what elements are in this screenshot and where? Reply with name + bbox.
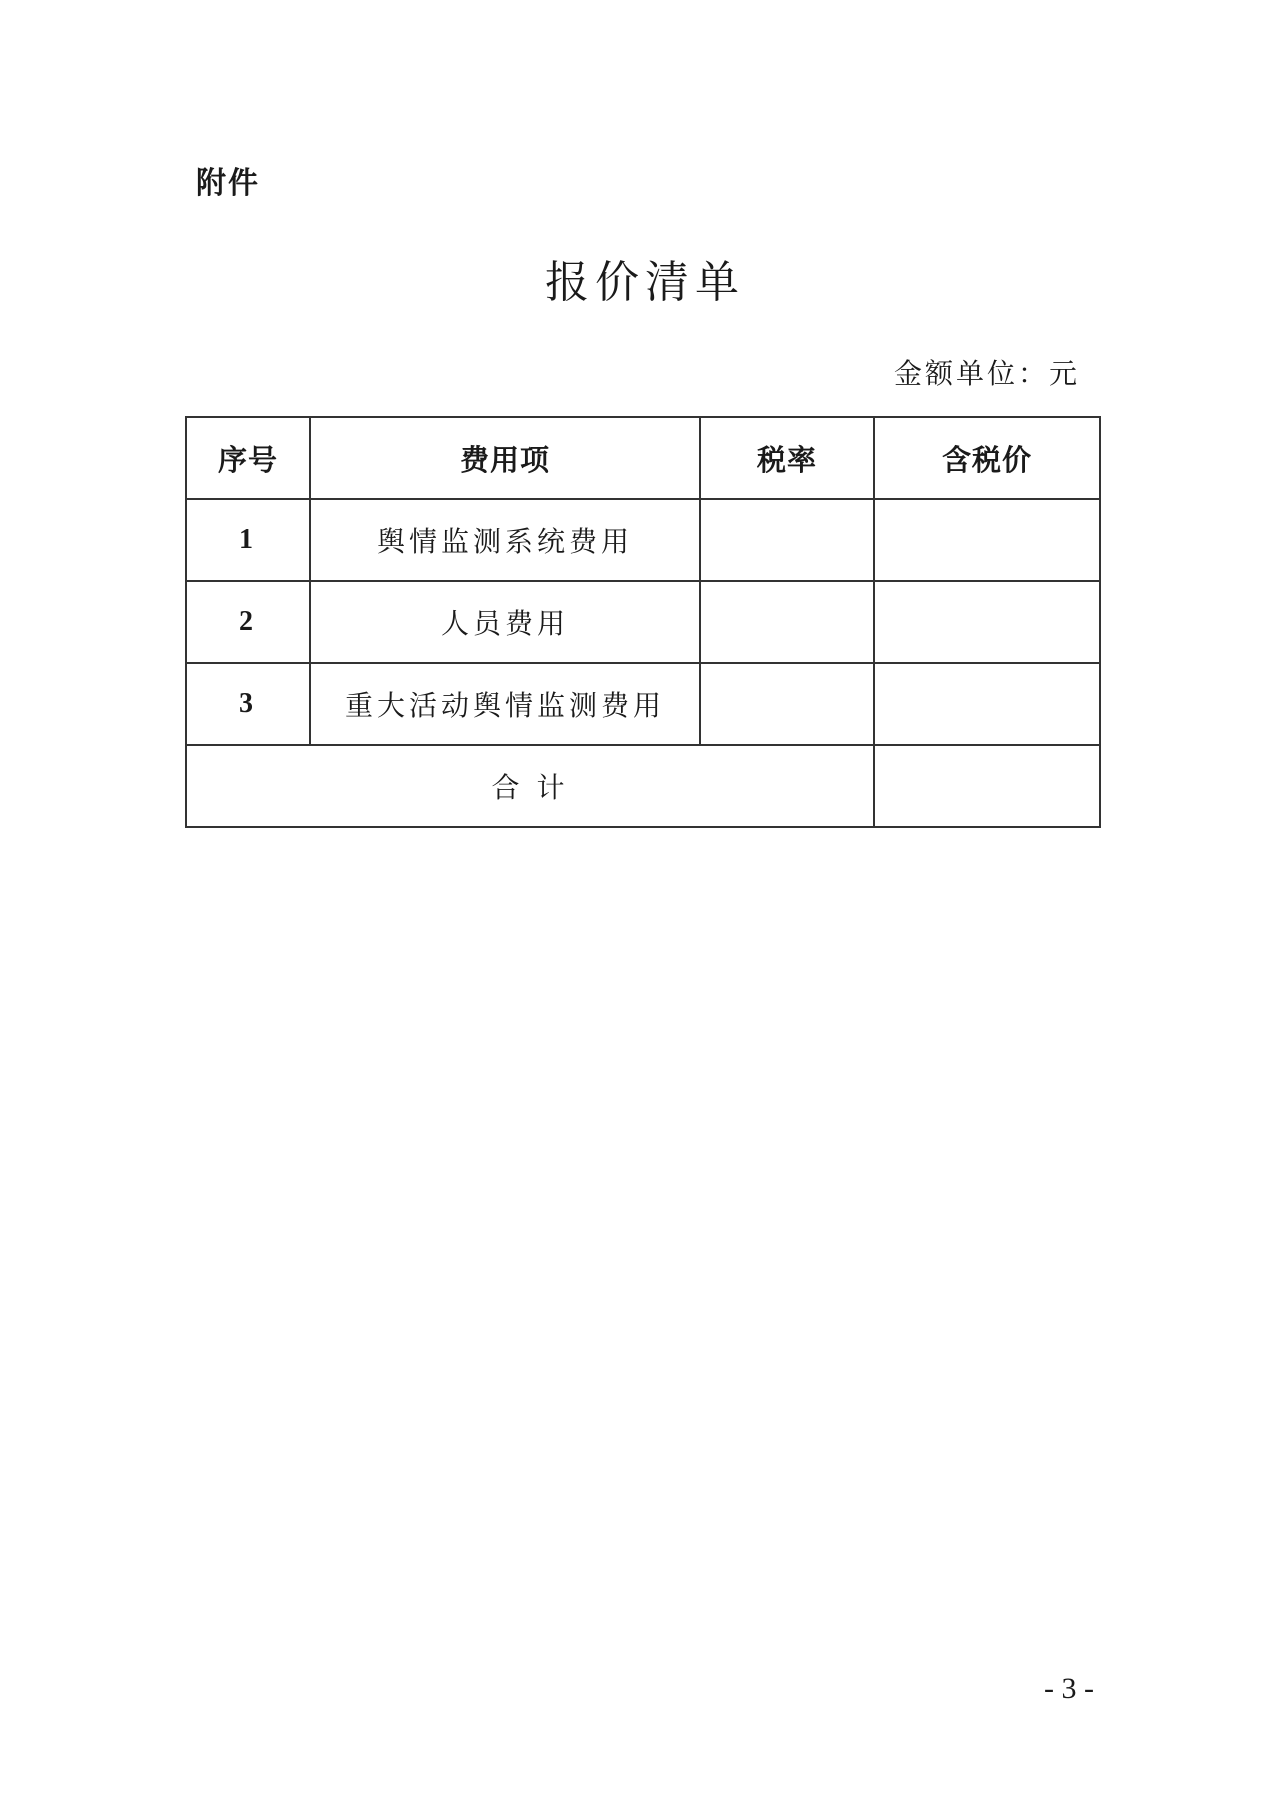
- row-serial-no: 1: [186, 499, 310, 581]
- table-total-row: [186, 745, 1100, 827]
- table-row: [186, 499, 1100, 581]
- header-serial-no: 序号: [186, 417, 310, 499]
- row-cost-item: 人员费用: [310, 581, 700, 663]
- total-label: 合 计: [186, 745, 874, 827]
- table-row: [186, 663, 1100, 745]
- table-header-row: [186, 417, 1100, 499]
- amount-unit-note: 金额单位：元: [893, 357, 1080, 390]
- document-title: 报价清单: [545, 257, 745, 308]
- total-value: [874, 745, 1100, 827]
- header-tax-rate: 税率: [700, 417, 874, 499]
- header-tax-inclusive-price: 含税价: [874, 417, 1100, 499]
- row-tax-rate: [700, 663, 874, 745]
- header-cost-item: 费用项: [310, 417, 700, 499]
- row-tax-inclusive-price: [874, 499, 1100, 581]
- row-tax-inclusive-price: [874, 663, 1100, 745]
- row-serial-no: 3: [186, 663, 310, 745]
- row-cost-item: 重大活动舆情监测费用: [310, 663, 700, 745]
- row-serial-no: 2: [186, 581, 310, 663]
- row-tax-inclusive-price: [874, 581, 1100, 663]
- page-number: - 3 -: [1044, 1672, 1094, 1705]
- quotation-table: [185, 416, 1101, 828]
- attachment-label: 附件: [196, 166, 260, 201]
- row-cost-item: 舆情监测系统费用: [310, 499, 700, 581]
- row-tax-rate: [700, 581, 874, 663]
- row-tax-rate: [700, 499, 874, 581]
- table-row: [186, 581, 1100, 663]
